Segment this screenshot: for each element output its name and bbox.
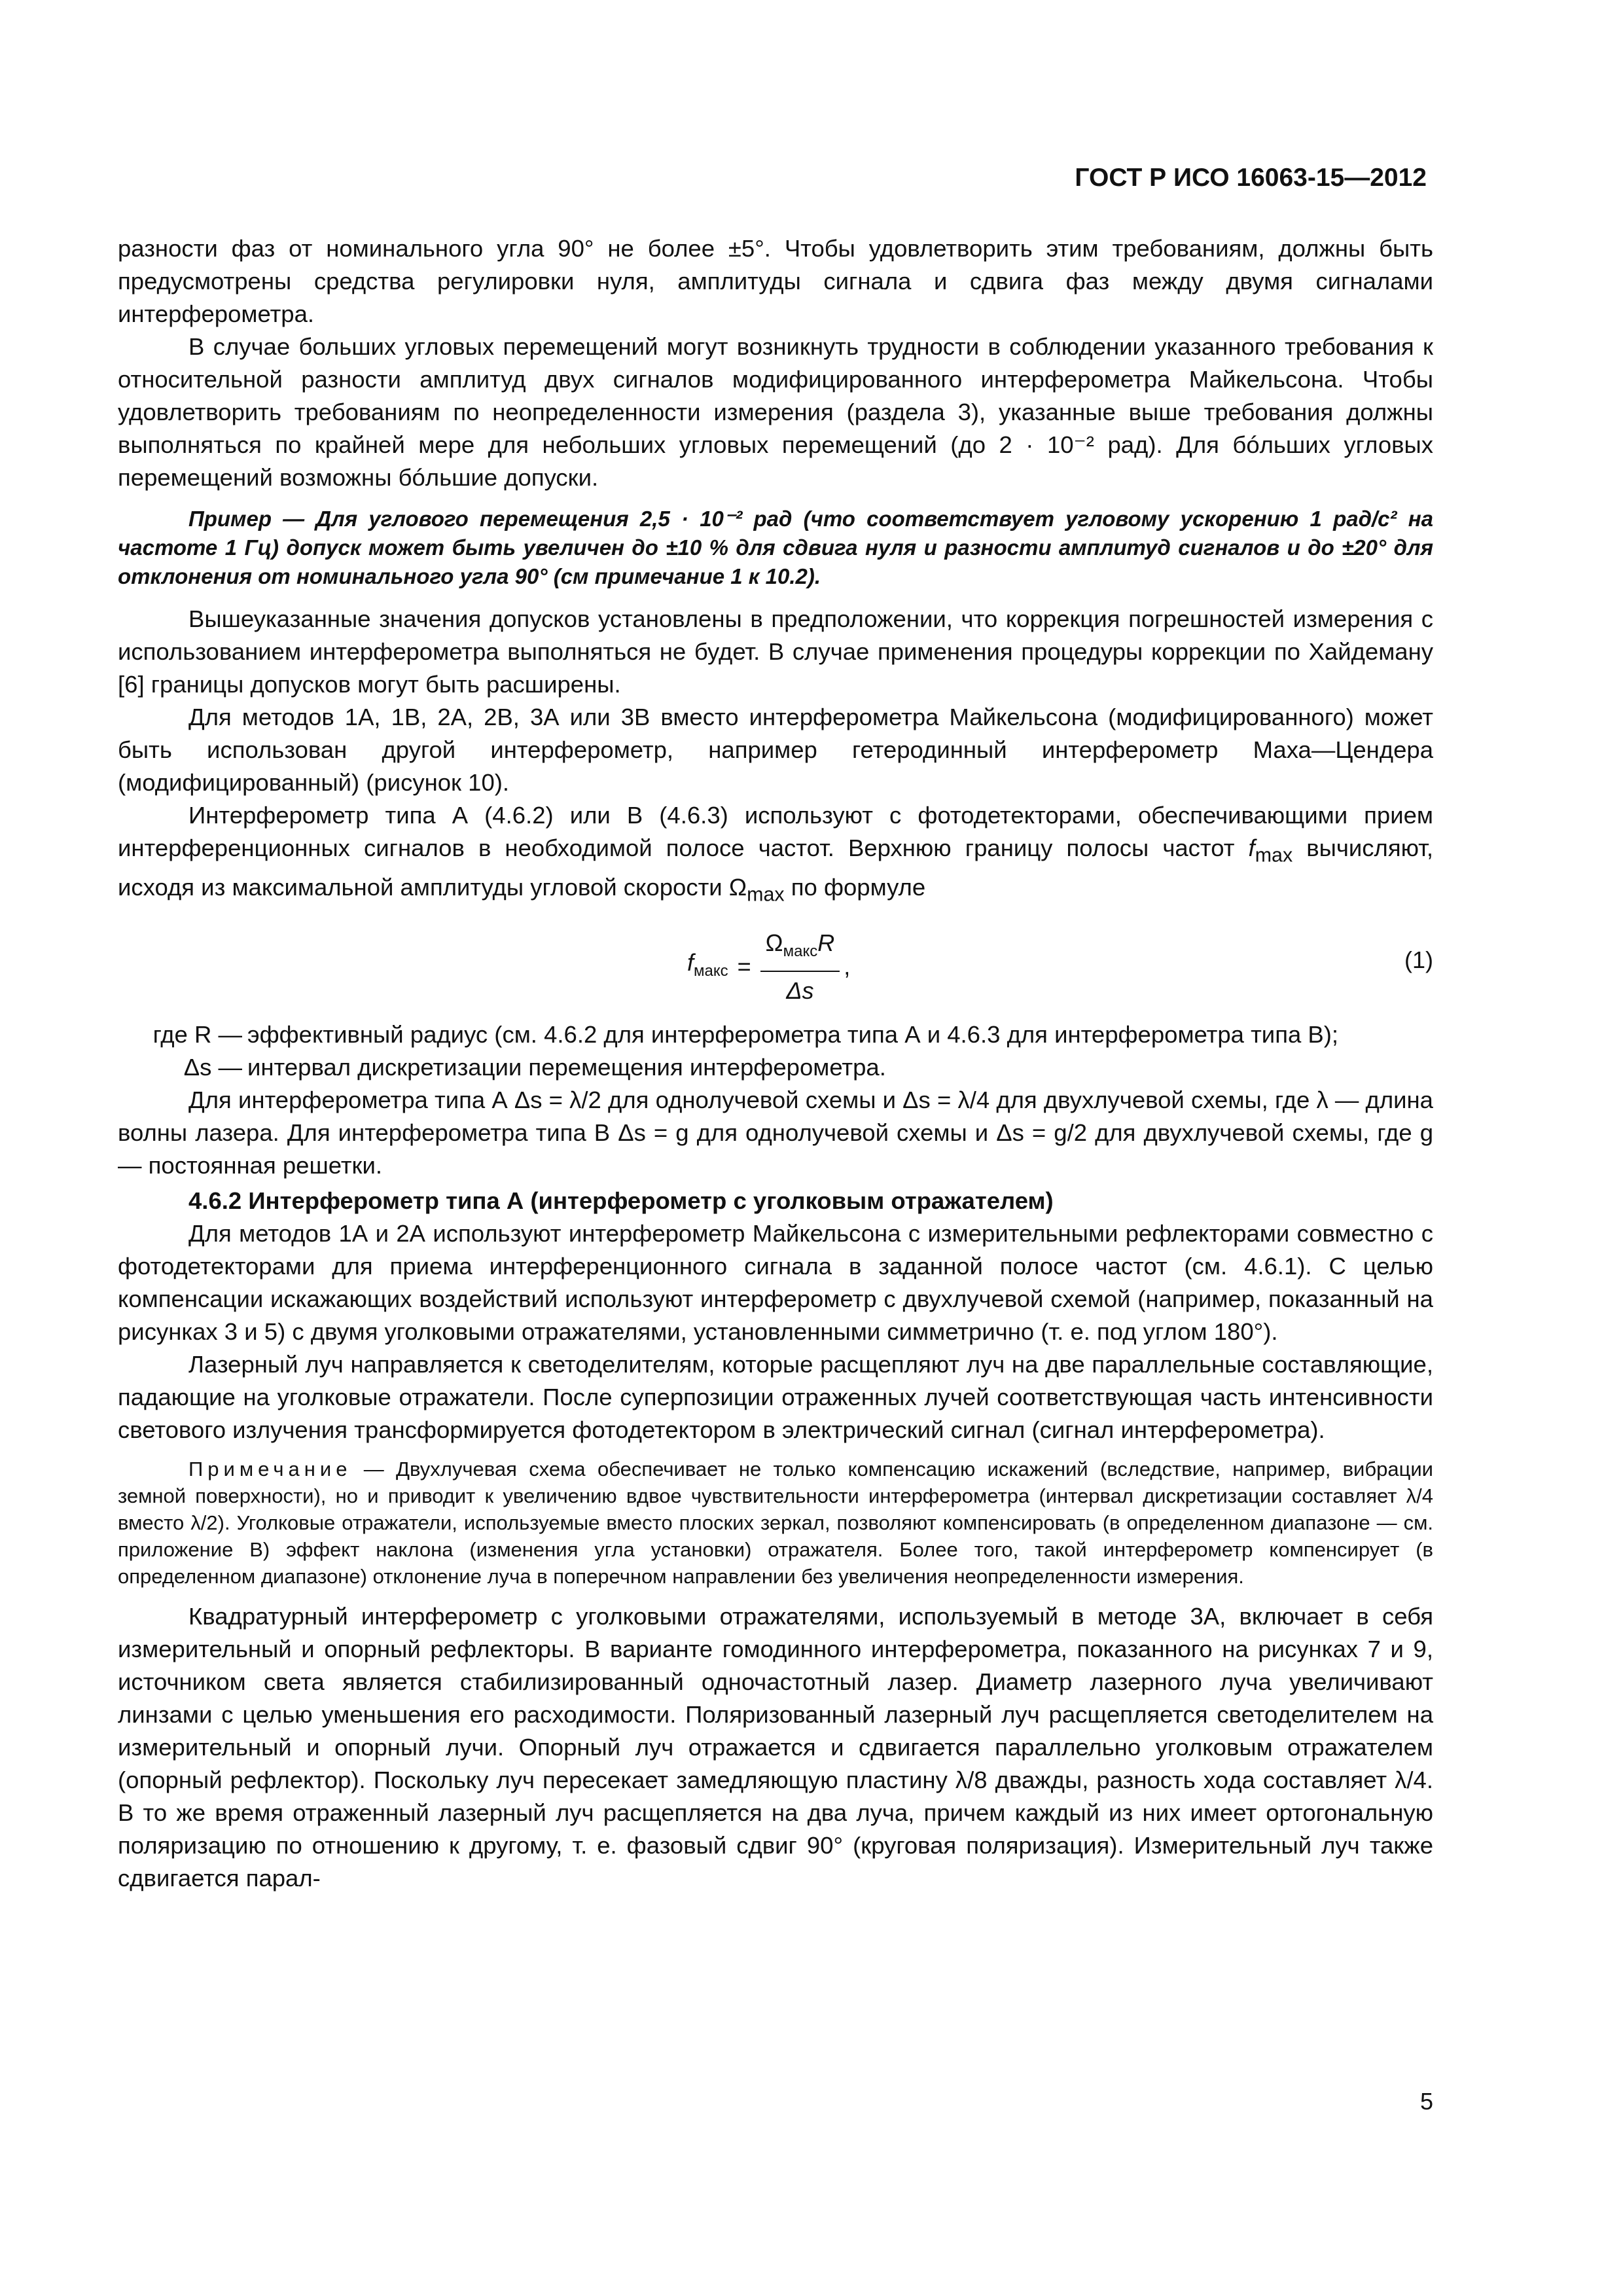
definition-r <box>118 1018 1433 1051</box>
example-paragraph: Пример — Для углового перемещения 2,5 · 10⁻² рад (что соответствует угловому ускорению 1 рад/с² на частоте 1 Гц) допуск может быть увеличен до ±10 % для сдвига нуля и разности амплитуд сигналов и до ±20° для отклонения от номинального угла 90° (см примечание 1 к 10.2). <box>118 507 1433 588</box>
formula-denominator <box>786 972 813 1007</box>
equation-number: (1) <box>1404 946 1433 973</box>
p5-mid: вычисляют, исходя из максимальной амплитуды угловой скорости <box>118 834 1433 901</box>
f-subscript: max <box>1255 844 1293 867</box>
formula-fraction <box>760 927 840 1007</box>
note-paragraph <box>118 1456 1433 1590</box>
formula-lhs-sub: макс <box>694 961 728 980</box>
paragraph-4: Для методов 1А, 1В, 2А, 2В, 3А или 3В вместо интерферометра Майкельсона (модифицированного) может быть использован другой интерферометр, например гетеродинный интерферометр Маха—Цендера (модифицированный) (рисунок 10). <box>118 704 1433 796</box>
formula-lhs-symbol: f <box>687 948 694 976</box>
definitions-list <box>118 1018 1433 1084</box>
formula-omega: Ω <box>765 929 783 956</box>
formula-numerator <box>760 927 840 972</box>
definition-text: эффективный радиус (см. 4.6.2 для интерферометра типа А и 4.6.3 для интерферометра типа В); <box>247 1020 1339 1048</box>
formula-equals: = <box>737 953 751 980</box>
formula-delta-s: Δs <box>786 977 814 1004</box>
main-text <box>118 232 1433 1895</box>
omega-subscript: max <box>747 883 785 906</box>
paragraph-8: Для методов 1А и 2А используют интерферометр Майкельсона с измерительными рефлекторами совместно с фотодетекторами для приема интерференционного сигнала в заданной полосе частот (см. 4.6.1). С целью компенсации искажающих воздействий используют интерферометр с двухлучевой схемой (например, показанный на рисунках 3 и 5) с двумя уголковыми отражателями, установленными симметрично (т. е. под углом 180°). <box>118 1219 1433 1345</box>
formula-omega-sub: макс <box>783 942 818 960</box>
definition-delta-s <box>118 1051 1433 1084</box>
paragraph-7: Для интерферометра типа А Δs = λ/2 для однолучевой схемы и Δs = λ/4 для двухлучевой схемы, где λ — длина волны лазера. Для интерферометра типа В Δs = g для однолучевой схемы и Δs = g/2 для двухлучевой схемы, где g — постоянная решетки. <box>118 1086 1433 1179</box>
section-heading-4-6-2: 4.6.2 Интерферометр типа А (интерферометр с уголковым отражателем) <box>188 1187 1054 1214</box>
formula-expression <box>687 927 850 1007</box>
paragraph-5 <box>118 799 1433 911</box>
paragraph-1: разности фаз от номинального угла 90° не более ±5°. Чтобы удовлетворить этим требованиям, должны быть предусмотрены средства регулировки нуля, амплитуды сигнала и сдвига фаз между двумя сигналами интерферометра. <box>118 235 1433 327</box>
page-number: 5 <box>1419 2088 1433 2115</box>
paragraph-2: В случае больших угловых перемещений могут возникнуть трудности в соблюдении указанного требования к относительной разности амплитуд двух сигналов модифицированного интерферометра Майкельсона. Чтобы удовлетворить требованиям по неопределенности измерения (раздела 3), указанные выше требования должны выполняться по крайней мере для небольших угловых перемещений (до 2 · 10⁻² рад). Для бóльших угловых перемещений возможны бóльшие допуски. <box>118 333 1433 491</box>
p5-start: Интерферометр типа А (4.6.2) или В (4.6.3) используют с фотодетекторами, обеспечивающими прием интерференционных сигналов в необходимой полосе частот. Верхнюю границу полосы частот <box>118 802 1433 861</box>
definition-term: Δs — <box>183 1053 242 1081</box>
note-label: Примечание <box>188 1457 352 1480</box>
paragraph-3: Вышеуказанные значения допусков установлены в предположении, что коррекция погрешностей измерения с использованием интерферометра выполняться не будет. В случае применения процедуры коррекции по Хайдеману [6] границы допусков могут быть расширены. <box>118 605 1433 698</box>
formula-lhs <box>687 946 728 988</box>
document-code-header: ГОСТ Р ИСО 16063-15—2012 <box>1075 164 1427 192</box>
p5-end: по формуле <box>784 874 926 901</box>
formula-comma: , <box>844 953 851 980</box>
definition-text: интервал дискретизации перемещения интерферометра. <box>247 1053 886 1081</box>
formula-r: R <box>817 929 835 956</box>
definition-term: где R — <box>152 1020 242 1048</box>
formula-1 <box>118 920 1433 1012</box>
note-text: — Двухлучевая схема обеспечивает не только компенсацию искажений (вследствие, например, вибрации земной поверхности), но и приводит к увеличению вдвое чувствительности интерферометра (интервал дискретизации составляет λ/4 вместо λ/2). Уголковые отражатели, используемые вместо плоских зеркал, позволяют компенсировать (в определенном диапазоне — см. приложение В) эффект наклона (изменения угла установки) отражателя. Более того, такой интерферометр компенсирует (в определенном диапазоне) отклонение луча в поперечном направлении без увеличения неопределенности измерения. <box>118 1457 1433 1588</box>
omega-symbol: Ω <box>728 874 747 901</box>
paragraph-10: Квадратурный интерферометр с уголковыми отражателями, используемый в методе 3А, включает в себя измерительный и опорный рефлекторы. В варианте гомодинного интерферометра, показанного на рисунках 7 и 9, источником света является стабилизированный одночастотный лазер. Диаметр лазерного луча увеличивают линзами с целью уменьшения его расходимости. Поляризованный лазерный луч расщепляется светоделителем на измерительный и опорный лучи. Опорный луч отражается и сдвигается параллельно уголковым отражателем (опорный рефлектор). Поскольку луч пересекает замедляющую пластину λ/8 дважды, разность хода составляет λ/4. В то же время отраженный лазерный луч расщепляется на два луча, причем каждый из них имеет ортогональную поляризацию по отношению к другому, т. е. фазовый сдвиг 90° (круговая поляризация). Измерительный луч также сдвигается парал- <box>118 1602 1433 1892</box>
paragraph-9: Лазерный луч направляется к светоделителям, которые расщепляют луч на две параллельные составляющие, падающие на уголковые отражатели. После суперпозиции отраженных лучей соответствующая часть интенсивности светового излучения трансформируется фотодетектором в электрический сигнал (сигнал интерферометра). <box>118 1350 1433 1443</box>
f-symbol: f <box>1248 834 1255 861</box>
